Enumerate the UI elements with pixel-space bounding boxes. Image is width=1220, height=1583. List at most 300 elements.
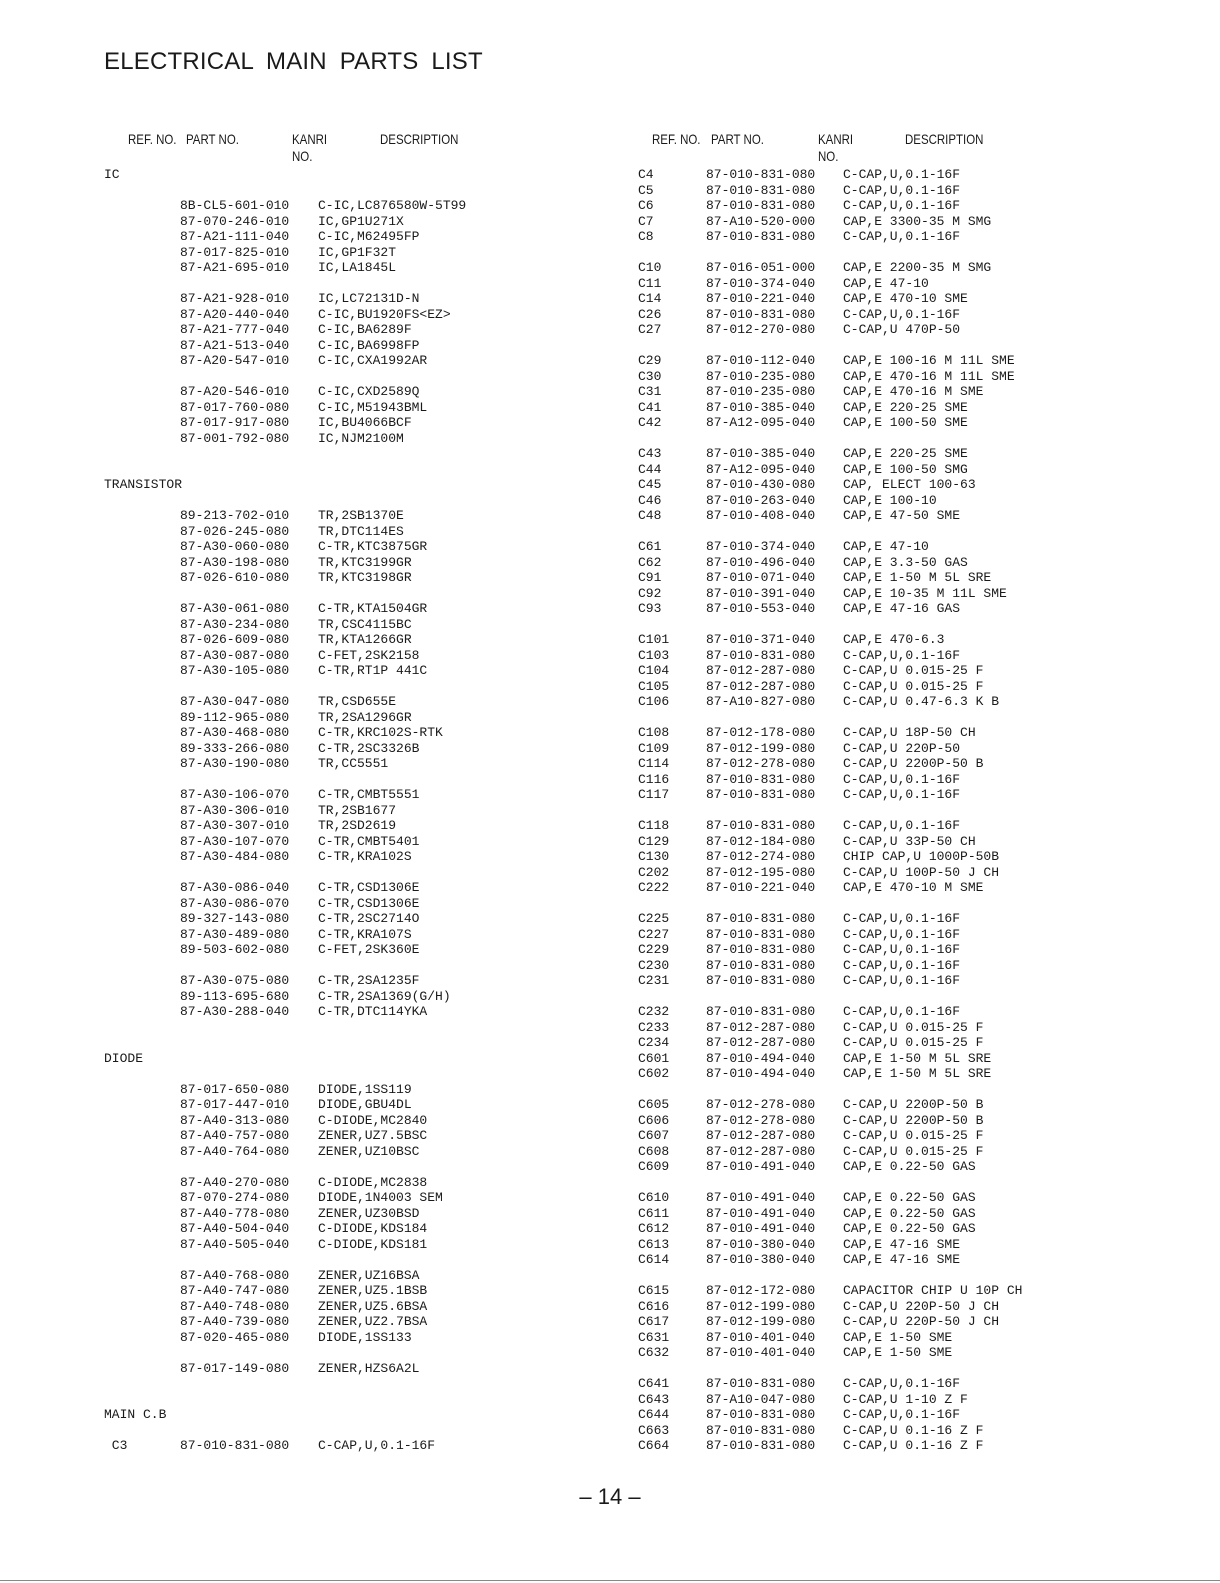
ref-no-cell: C4 (638, 167, 654, 182)
description-cell: C-CAP,U 220P-50 J CH (843, 1298, 1000, 1314)
kanri-no-header: NO. (292, 148, 313, 164)
table-row (638, 741, 1198, 757)
description-cell: CAP,E 0.22-50 GAS (843, 1159, 976, 1174)
description-cell: ZENER,UZ10BSC (318, 1143, 420, 1159)
description-cell: C-TR,DTC114YKA (318, 1004, 428, 1019)
ref-no-cell: C614 (638, 1252, 670, 1267)
table-row (638, 911, 1198, 927)
part-no-cell: 89-113-695-680 (180, 988, 290, 1004)
table-row (638, 260, 1198, 276)
table-row (104, 648, 604, 664)
table-row (638, 849, 1198, 865)
part-no-cell: 87-010-831-080 (706, 198, 816, 213)
description-cell: C-CAP,U,0.1-16F (843, 771, 961, 787)
table-row (638, 679, 1198, 695)
ref-no-cell: C601 (638, 1050, 670, 1066)
description-cell: C-CAP,U 0.015-25 F (843, 1128, 984, 1143)
description-cell: C-TR,CSD1306E (318, 880, 420, 895)
ref-no-cell: C11 (638, 275, 662, 291)
ref-no-cell: C3 (104, 1438, 128, 1453)
part-no-cell: 87-A40-313-080 (180, 1112, 290, 1128)
ref-no-cell: C109 (638, 740, 670, 756)
part-no-header: PART NO. (711, 131, 764, 147)
ref-no-cell: C663 (638, 1422, 670, 1438)
description-cell: TR,KTC3199GR (318, 554, 412, 570)
description-cell: CAP,E 1-50 M 5L SRE (843, 1050, 992, 1066)
spacer-row (104, 446, 604, 462)
ref-no-cell: C61 (638, 539, 662, 554)
part-no-cell: 87-017-149-080 (180, 1360, 290, 1376)
table-row (638, 291, 1198, 307)
ref-no-cell: C631 (638, 1329, 670, 1345)
description-cell: CAP,E 1-50 SME (843, 1345, 953, 1360)
page-title: ELECTRICAL MAIN PARTS LIST (104, 48, 483, 75)
table-row (638, 477, 1198, 493)
table-row (104, 431, 604, 447)
description-cell: TR,KTA1266GR (318, 632, 412, 647)
ref-no-cell: C232 (638, 1004, 670, 1019)
ref-no-cell: C5 (638, 182, 654, 198)
table-row (104, 617, 604, 633)
description-cell: C-CAP,U,0.1-16F (843, 818, 961, 833)
description-cell: CAP,E 470-10 SME (843, 291, 968, 306)
description-cell: C-CAP,U,0.1-16F (843, 229, 961, 244)
table-row (638, 973, 1198, 989)
part-no-cell: 87-A30-105-080 (180, 663, 290, 678)
part-no-cell: 87-012-287-080 (706, 1035, 816, 1050)
table-row (104, 710, 604, 726)
description-cell: ZENER,UZ7.5BSC (318, 1128, 428, 1143)
part-no-cell: 87-010-385-040 (706, 446, 816, 461)
description-cell: ZENER,UZ16BSA (318, 1267, 420, 1283)
description-cell: CAP,E 47-10 (843, 275, 929, 291)
description-cell: C-CAP,U 220P-50 J CH (843, 1314, 1000, 1329)
table-row (638, 1159, 1198, 1175)
table-row (638, 927, 1198, 943)
table-row (638, 1392, 1198, 1408)
description-cell: C-CAP,U,0.1-16F (843, 957, 961, 973)
ref-no-header: REF. NO. (128, 131, 177, 147)
description-cell: C-CAP,U 2200P-50 B (843, 756, 984, 771)
part-no-cell: 87-A40-739-080 (180, 1314, 290, 1329)
description-cell: C-CAP,U 220P-50 (843, 740, 961, 756)
part-no-cell: 87-010-831-080 (706, 1376, 816, 1391)
table-row (104, 1113, 604, 1129)
table-row (104, 555, 604, 571)
description-cell: C-TR,KTA1504GR (318, 601, 428, 616)
description-cell: CAP,E 3.3-50 GAS (843, 554, 968, 570)
table-row (104, 1314, 604, 1330)
part-no-cell: 87-010-491-040 (706, 1190, 816, 1205)
ref-no-cell: C664 (638, 1438, 670, 1453)
description-cell: C-IC,M51943BML (318, 399, 428, 415)
description-cell: C-FET,2SK360E (318, 942, 420, 957)
table-row (104, 1438, 604, 1454)
ref-no-cell: C229 (638, 942, 670, 957)
table-row (104, 1283, 604, 1299)
part-no-cell: 87-012-278-080 (706, 1112, 816, 1128)
description-cell: C-TR,2SA1235F (318, 973, 420, 988)
part-no-cell: 87-A30-087-080 (180, 647, 290, 663)
table-row (638, 1051, 1198, 1067)
table-row (104, 198, 604, 214)
ref-no-cell: C6 (638, 198, 654, 213)
part-no-cell: 87-010-380-040 (706, 1236, 816, 1252)
table-row (638, 648, 1198, 664)
part-no-cell: 87-A40-747-080 (180, 1283, 290, 1298)
part-no-cell: 87-012-199-080 (706, 740, 816, 756)
part-no-cell: 87-010-831-080 (706, 647, 816, 663)
description-cell: C-CAP,U,0.1-16F (843, 167, 961, 182)
description-cell: C-CAP,U,0.1-16F (843, 926, 961, 942)
description-cell: DIODE,GBU4DL (318, 1097, 412, 1112)
part-no-cell: 87-A30-086-070 (180, 895, 290, 911)
part-no-cell: 87-A12-095-040 (706, 415, 816, 430)
description-cell: C-CAP,U,0.1-16F (843, 198, 961, 213)
description-cell: CAP,E 0.22-50 GAS (843, 1205, 976, 1221)
part-no-cell: 87-012-287-080 (706, 1019, 816, 1035)
table-row (638, 1407, 1198, 1423)
part-no-cell: 87-A30-484-080 (180, 849, 290, 864)
part-no-cell: 87-010-385-040 (706, 399, 816, 415)
ref-no-cell: C26 (638, 306, 662, 322)
table-row (104, 632, 604, 648)
description-cell: CAP, ELECT 100-63 (843, 477, 976, 492)
spacer-row (638, 1082, 1198, 1098)
description-cell: CAP,E 47-50 SME (843, 508, 961, 523)
table-row (638, 834, 1198, 850)
part-no-cell: 87-010-831-080 (706, 1004, 816, 1019)
description-cell: CAP,E 220-25 SME (843, 399, 968, 415)
description-cell: C-CAP,U,0.1-16F (843, 911, 961, 926)
table-row (104, 834, 604, 850)
description-cell: TR,CSC4115BC (318, 616, 412, 632)
part-no-cell: 87-010-494-040 (706, 1050, 816, 1066)
section-heading (104, 167, 604, 183)
part-no-cell: 87-A30-234-080 (180, 616, 290, 632)
table-row (638, 369, 1198, 385)
table-row (638, 183, 1198, 199)
description-cell: IC,LC72131D-N (318, 291, 420, 306)
table-row (638, 415, 1198, 431)
table-row (104, 524, 604, 540)
description-cell: C-TR,KRA102S (318, 849, 412, 864)
description-cell: CAP,E 470-10 M SME (843, 880, 984, 895)
description-cell: C-FET,2SK2158 (318, 647, 420, 663)
description-cell: ZENER,UZ5.1BSB (318, 1283, 428, 1298)
part-no-cell: 87-010-831-080 (706, 926, 816, 942)
table-row (104, 245, 604, 261)
part-no-cell: 87-A40-270-080 (180, 1174, 290, 1190)
table-row (104, 415, 604, 431)
ref-no-cell: DIODE (104, 1050, 144, 1066)
ref-no-cell: C31 (638, 384, 662, 399)
description-cell: C-CAP,U 0.015-25 F (843, 1035, 984, 1050)
ref-no-cell: C632 (638, 1345, 670, 1360)
part-no-cell: 89-213-702-010 (180, 508, 290, 523)
table-row (104, 849, 604, 865)
kanri-no-header: NO. (818, 148, 839, 164)
description-cell: C-TR,2SA1369(G/H) (318, 988, 451, 1004)
part-no-cell: 87-010-391-040 (706, 585, 816, 601)
table-row (638, 214, 1198, 230)
description-cell: TR,DTC114ES (318, 523, 404, 539)
ref-no-cell: C30 (638, 368, 662, 384)
description-cell: CAP,E 0.22-50 GAS (843, 1221, 976, 1236)
description-cell: C-IC,M62495FP (318, 229, 420, 244)
table-row (638, 880, 1198, 896)
spacer-row (638, 1361, 1198, 1377)
part-no-cell: 87-A40-748-080 (180, 1298, 290, 1314)
description-cell: C-IC,BU1920FS<EZ> (318, 306, 451, 322)
part-no-cell: 87-070-246-010 (180, 213, 290, 229)
spacer-row (104, 462, 604, 478)
part-no-cell: 87-010-112-040 (706, 353, 816, 368)
table-row (638, 1221, 1198, 1237)
table-row (104, 260, 604, 276)
part-no-cell: 87-012-195-080 (706, 864, 816, 880)
part-no-cell: 87-001-792-080 (180, 430, 290, 446)
description-cell: C-DIODE,MC2840 (318, 1112, 428, 1128)
part-no-cell: 87-A40-504-040 (180, 1221, 290, 1236)
ref-no-cell: C611 (638, 1205, 670, 1221)
table-row (638, 663, 1198, 679)
section-heading (104, 1407, 604, 1423)
description-cell: CAP,E 1-50 M 5L SRE (843, 570, 992, 585)
part-no-cell: 87-026-245-080 (180, 523, 290, 539)
description-cell: C-CAP,U 2200P-50 B (843, 1112, 984, 1128)
description-cell: CAP,E 47-10 (843, 539, 929, 554)
description-header: DESCRIPTION (380, 131, 459, 147)
table-row (104, 896, 604, 912)
part-no-cell: 87-A12-095-040 (706, 461, 816, 477)
spacer-row (638, 803, 1198, 819)
spacer-row (104, 679, 604, 695)
ref-no-cell: C8 (638, 229, 654, 244)
ref-no-cell: C93 (638, 601, 662, 616)
description-cell: TR,2SB1370E (318, 508, 404, 523)
part-no-cell: 87-010-831-080 (180, 1438, 290, 1453)
table-row (638, 555, 1198, 571)
description-cell: C-CAP,U 0.1-16 Z F (843, 1438, 984, 1453)
spacer-row (104, 1066, 604, 1082)
description-cell: CAP,E 0.22-50 GAS (843, 1190, 976, 1205)
ref-no-cell: C608 (638, 1143, 670, 1159)
ref-no-cell: C114 (638, 756, 670, 771)
part-no-cell: 87-012-287-080 (706, 663, 816, 678)
part-no-cell: 87-010-235-080 (706, 368, 816, 384)
part-no-cell: 87-A30-288-040 (180, 1004, 290, 1019)
table-row (104, 818, 604, 834)
part-no-cell: 87-A20-546-010 (180, 384, 290, 399)
part-no-header: PART NO. (186, 131, 239, 147)
table-row (638, 307, 1198, 323)
table-row (638, 353, 1198, 369)
part-no-cell: 87-012-287-080 (706, 1128, 816, 1143)
description-cell: CAP,E 1-50 SME (843, 1329, 953, 1345)
spacer-row (104, 586, 604, 602)
description-cell: C-CAP,U,0.1-16F (843, 787, 961, 802)
part-no-cell: 87-010-221-040 (706, 291, 816, 306)
description-cell: CAP,E 100-10 (843, 492, 937, 508)
ref-no-cell: C43 (638, 446, 662, 461)
spacer-row (104, 1345, 604, 1361)
spacer-row (104, 1159, 604, 1175)
part-no-cell: 87-A40-778-080 (180, 1205, 290, 1221)
part-no-cell: 87-010-831-080 (706, 167, 816, 182)
part-no-cell: 87-012-184-080 (706, 833, 816, 849)
description-cell: C-CAP,U 0.47-6.3 K B (843, 694, 1000, 709)
part-no-cell: 87-A30-190-080 (180, 756, 290, 771)
part-no-cell: 87-A21-928-010 (180, 291, 290, 306)
table-row (638, 1144, 1198, 1160)
ref-no-cell: C617 (638, 1314, 670, 1329)
ref-no-cell: C117 (638, 787, 670, 802)
spacer-row (638, 245, 1198, 261)
description-cell: TR,2SD2619 (318, 818, 397, 833)
description-header: DESCRIPTION (905, 131, 984, 147)
description-cell: C-CAP,U 33P-50 CH (843, 833, 976, 849)
part-no-cell: 89-503-602-080 (180, 942, 290, 957)
table-row (638, 1097, 1198, 1113)
description-cell: CAP,E 100-50 SMG (843, 461, 968, 477)
table-row (638, 446, 1198, 462)
table-row (638, 1438, 1198, 1454)
table-row (638, 818, 1198, 834)
bottom-rule (0, 1580, 1220, 1581)
description-cell: C-TR,KRA107S (318, 926, 412, 942)
table-row (638, 1190, 1198, 1206)
ref-no-cell: C7 (638, 213, 654, 229)
part-no-cell: 87-010-831-080 (706, 229, 816, 244)
table-row (638, 942, 1198, 958)
table-row (638, 400, 1198, 416)
ref-no-cell: MAIN C.B (104, 1407, 167, 1422)
table-row (638, 384, 1198, 400)
description-cell: TR,CSD655E (318, 694, 397, 709)
description-cell: C-CAP,U 2200P-50 B (843, 1097, 984, 1112)
spacer-row (104, 1020, 604, 1036)
description-cell: DIODE,1SS119 (318, 1081, 412, 1097)
table-row (104, 989, 604, 1005)
part-no-cell: 87-010-380-040 (706, 1252, 816, 1267)
part-no-cell: 87-A30-307-010 (180, 818, 290, 833)
description-cell: CAP,E 10-35 M 11L SME (843, 585, 1007, 601)
description-cell: TR,KTC3198GR (318, 570, 412, 585)
part-no-cell: 87-026-609-080 (180, 632, 290, 647)
part-no-cell: 87-010-831-080 (706, 911, 816, 926)
table-row (638, 787, 1198, 803)
ref-no-cell: C48 (638, 508, 662, 523)
spacer-row (104, 1423, 604, 1439)
ref-no-cell: C129 (638, 833, 670, 849)
description-cell: CAP,E 100-16 M 11L SME (843, 353, 1015, 368)
part-no-cell: 87-A20-547-010 (180, 353, 290, 368)
ref-no-cell: C233 (638, 1019, 670, 1035)
description-cell: CAP,E 1-50 M 5L SRE (843, 1066, 992, 1081)
part-no-cell: 87-010-831-080 (706, 787, 816, 802)
ref-no-cell: C644 (638, 1407, 670, 1422)
part-no-cell: 87-010-430-080 (706, 477, 816, 492)
table-row (104, 214, 604, 230)
description-cell: CAP,E 2200-35 M SMG (843, 260, 992, 275)
ref-no-cell: C27 (638, 322, 662, 337)
table-row (638, 276, 1198, 292)
part-no-cell: 87-010-831-080 (706, 771, 816, 787)
table-row (104, 291, 604, 307)
spacer-row (104, 958, 604, 974)
ref-no-cell: C202 (638, 864, 670, 880)
kanri-header: KANRI (818, 131, 854, 147)
spacer-row (638, 896, 1198, 912)
table-row (104, 942, 604, 958)
ref-no-cell: C605 (638, 1097, 670, 1112)
part-no-cell: 87-010-408-040 (706, 508, 816, 523)
table-row (104, 694, 604, 710)
description-cell: C-CAP,U 470P-50 (843, 322, 961, 337)
table-row (104, 1144, 604, 1160)
spacer-row (104, 865, 604, 881)
table-row (104, 353, 604, 369)
description-cell: C-IC,CXD2589Q (318, 384, 420, 399)
part-no-cell: 87-A30-047-080 (180, 694, 290, 709)
description-cell: C-CAP,U,0.1-16F (843, 306, 961, 322)
description-cell: TR,2SB1677 (318, 802, 397, 818)
part-no-cell: 87-A30-060-080 (180, 539, 290, 554)
description-cell: C-CAP,U 0.1-16 Z F (843, 1422, 984, 1438)
table-row (104, 1128, 604, 1144)
part-no-cell: 87-010-831-080 (706, 818, 816, 833)
table-row (104, 1082, 604, 1098)
part-no-cell: 87-A21-513-040 (180, 337, 290, 353)
part-no-cell: 87-010-374-040 (706, 539, 816, 554)
description-cell: CAP,E 470-16 M 11L SME (843, 368, 1015, 384)
table-row (638, 1066, 1198, 1082)
ref-no-cell: C108 (638, 725, 670, 740)
table-row (638, 1252, 1198, 1268)
ref-no-cell: C227 (638, 926, 670, 942)
description-cell: DIODE,1SS133 (318, 1329, 412, 1345)
description-cell: C-DIODE,MC2838 (318, 1174, 428, 1190)
table-row (638, 865, 1198, 881)
part-no-cell: 87-010-494-040 (706, 1066, 816, 1081)
spacer-row (638, 524, 1198, 540)
table-row (638, 1299, 1198, 1315)
ref-no-cell: C104 (638, 663, 670, 678)
table-row (638, 1283, 1198, 1299)
description-cell: ZENER,HZS6A2L (318, 1360, 420, 1376)
spacer-row (104, 493, 604, 509)
description-cell: C-CAP,U,0.1-16F (843, 973, 961, 988)
table-row (638, 725, 1198, 741)
ref-no-cell: C643 (638, 1391, 670, 1407)
part-no-cell: 87-A20-440-040 (180, 306, 290, 322)
description-cell: C-TR,CSD1306E (318, 895, 420, 911)
description-cell: C-CAP,U 0.015-25 F (843, 1019, 984, 1035)
table-row (104, 880, 604, 896)
table-row (638, 539, 1198, 555)
table-row (638, 1330, 1198, 1346)
description-cell: CAPACITOR CHIP U 10P CH (843, 1283, 1023, 1298)
description-cell: CAP,E 470-6.3 (843, 632, 945, 647)
part-no-cell: 87-010-831-080 (706, 1407, 816, 1422)
part-no-cell: 89-333-266-080 (180, 740, 290, 756)
description-cell: CAP,E 47-16 SME (843, 1236, 961, 1252)
part-no-cell: 87-012-274-080 (706, 849, 816, 864)
table-row (104, 911, 604, 927)
spacer-row (104, 1252, 604, 1268)
table-row (104, 787, 604, 803)
